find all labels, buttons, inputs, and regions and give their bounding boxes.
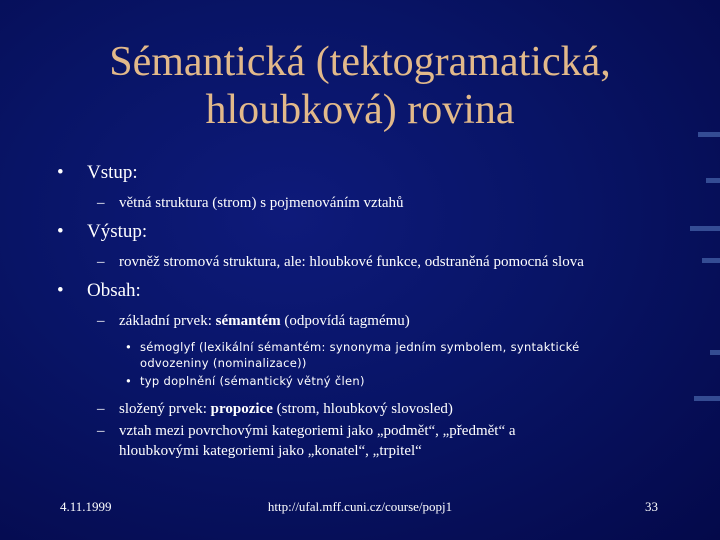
- subsub-bullet-semoglyf: • sémoglyf (lexikální sémantém: synonyma jedním symbolem, syntaktické odvozeniny (nominalizace)): [125, 340, 580, 370]
- bullet-vystup: • Výstup:: [57, 221, 148, 242]
- footer-date: 4.11.1999: [60, 499, 112, 514]
- sub-bullet-semantem: – základní prvek: sémantém (odpovídá tagmému): [97, 313, 410, 329]
- sub-bullet-vstup: – větná struktura (strom) s pojmenováním vztahů: [97, 195, 404, 211]
- slide-body: [55, 162, 675, 469]
- sub-bullet-vztah: – vztah mezi povrchovými kategoriemi jako „podmět“, „předmět“ a hloubkovými kategoriemi jako „konatel“, „trpitel“: [97, 423, 516, 459]
- title-line-2: hloubková) rovina: [205, 87, 515, 133]
- slide-title: [60, 38, 660, 134]
- sub-bullet-propozice: – složený prvek: propozice (strom, hloubkový slovosled): [97, 401, 453, 417]
- page-number: 33: [645, 499, 658, 514]
- sub-bullet-vystup: – rovněž stromová struktura, ale: hloubkové funkce, odstraněná pomocná slova: [97, 254, 584, 270]
- footer-url[interactable]: http://ufal.mff.cuni.cz/course/popj1: [267, 499, 453, 514]
- title-line-1: Sémantická (tektogramatická,: [109, 39, 611, 85]
- subsub-bullet-typ-doplneni: • typ doplnění (sémantický větný člen): [125, 374, 365, 388]
- bullet-obsah: • Obsah:: [57, 280, 141, 301]
- bullet-vstup: • Vstup:: [57, 162, 138, 183]
